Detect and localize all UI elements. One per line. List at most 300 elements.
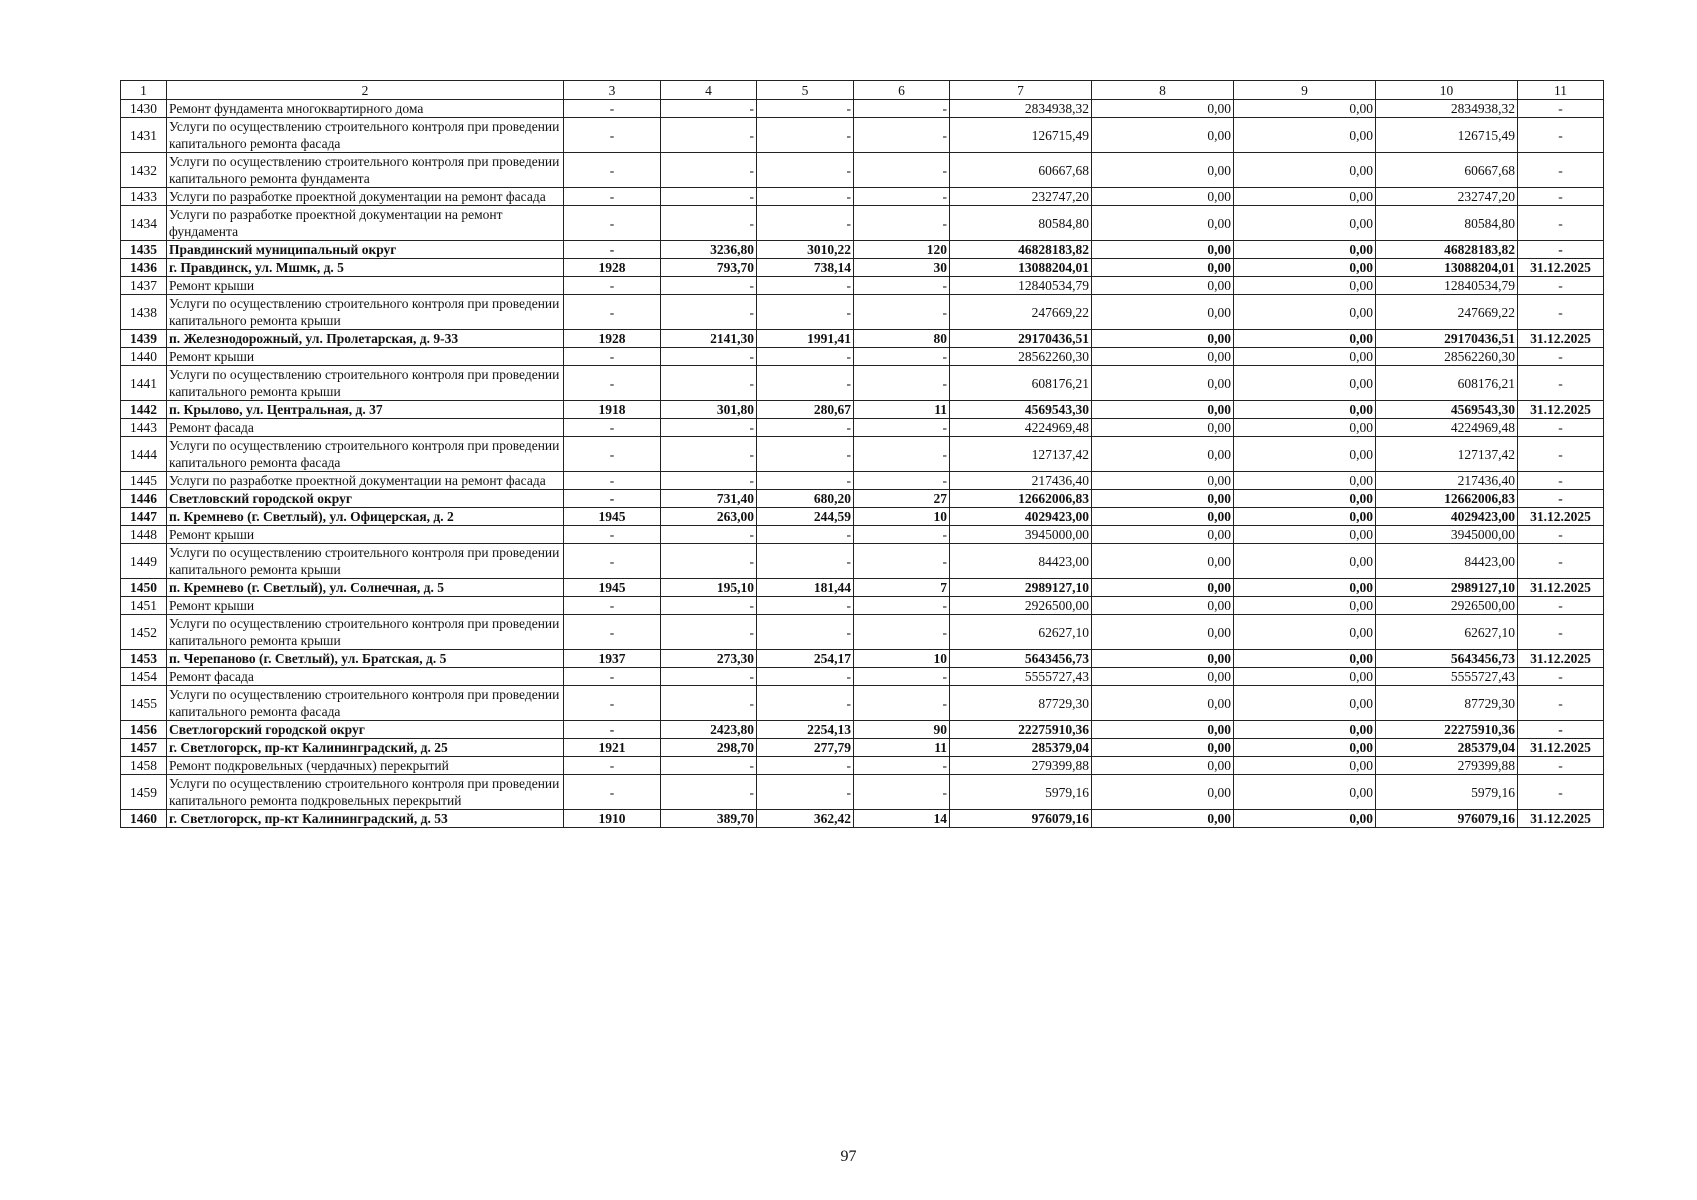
table-row <box>121 739 1604 757</box>
federal-funds-cell: 0,00 <box>1092 526 1234 544</box>
regional-funds-cell: 0,00 <box>1234 472 1376 490</box>
living-area-cell: - <box>757 419 854 437</box>
owner-funds-cell: 279399,88 <box>1376 757 1518 775</box>
residents-count-cell: - <box>854 472 950 490</box>
total-area-cell: - <box>661 668 757 686</box>
regional-funds-cell: 0,00 <box>1234 419 1376 437</box>
build-year-cell: - <box>564 472 661 490</box>
living-area-cell: - <box>757 348 854 366</box>
completion-date-cell: 31.12.2025 <box>1518 739 1604 757</box>
federal-funds-cell: 0,00 <box>1092 401 1234 419</box>
row-number-cell: 1452 <box>121 615 167 650</box>
build-year-cell: - <box>564 526 661 544</box>
work-name-cell: Ремонт фундамента многоквартирного дома <box>167 100 564 118</box>
row-number-cell: 1434 <box>121 206 167 241</box>
total-area-cell: 2423,80 <box>661 721 757 739</box>
register-table <box>120 80 1604 828</box>
living-area-cell: - <box>757 206 854 241</box>
living-area-cell: - <box>757 188 854 206</box>
work-name-cell: Услуги по осуществлению строительного контроля при проведении капитального ремонта фундамента <box>167 153 564 188</box>
regional-funds-cell: 0,00 <box>1234 775 1376 810</box>
row-number-cell: 1432 <box>121 153 167 188</box>
regional-funds-cell: 0,00 <box>1234 401 1376 419</box>
regional-funds-cell: 0,00 <box>1234 615 1376 650</box>
residents-count-cell: - <box>854 118 950 153</box>
federal-funds-cell: 0,00 <box>1092 544 1234 579</box>
residents-count-cell: - <box>854 544 950 579</box>
total-area-cell: 3236,80 <box>661 241 757 259</box>
federal-funds-cell: 0,00 <box>1092 206 1234 241</box>
regional-funds-cell: 0,00 <box>1234 241 1376 259</box>
column-header: 6 <box>854 81 950 100</box>
row-number-cell: 1460 <box>121 810 167 828</box>
total-area-cell: - <box>661 366 757 401</box>
total-cost-cell: 608176,21 <box>950 366 1092 401</box>
federal-funds-cell: 0,00 <box>1092 437 1234 472</box>
living-area-cell: - <box>757 277 854 295</box>
build-year-cell: - <box>564 721 661 739</box>
build-year-cell: 1928 <box>564 259 661 277</box>
work-name-cell: Услуги по осуществлению строительного контроля при проведении капитального ремонта фасада <box>167 118 564 153</box>
federal-funds-cell: 0,00 <box>1092 615 1234 650</box>
total-cost-cell: 279399,88 <box>950 757 1092 775</box>
completion-date-cell: 31.12.2025 <box>1518 810 1604 828</box>
residents-count-cell: - <box>854 348 950 366</box>
column-number-header-row <box>121 81 1604 100</box>
regional-funds-cell: 0,00 <box>1234 508 1376 526</box>
federal-funds-cell: 0,00 <box>1092 241 1234 259</box>
row-number-cell: 1455 <box>121 686 167 721</box>
living-area-cell: - <box>757 686 854 721</box>
federal-funds-cell: 0,00 <box>1092 757 1234 775</box>
work-name-cell: Правдинский муниципальный округ <box>167 241 564 259</box>
build-year-cell: - <box>564 366 661 401</box>
column-header: 4 <box>661 81 757 100</box>
total-area-cell: - <box>661 757 757 775</box>
table-row <box>121 508 1604 526</box>
residents-count-cell: - <box>854 419 950 437</box>
federal-funds-cell: 0,00 <box>1092 118 1234 153</box>
total-area-cell: - <box>661 686 757 721</box>
completion-date-cell: - <box>1518 295 1604 330</box>
work-name-cell: г. Светлогорск, пр-кт Калининградский, д. 53 <box>167 810 564 828</box>
table-row <box>121 544 1604 579</box>
federal-funds-cell: 0,00 <box>1092 650 1234 668</box>
row-number-cell: 1447 <box>121 508 167 526</box>
table-row <box>121 348 1604 366</box>
owner-funds-cell: 247669,22 <box>1376 295 1518 330</box>
work-name-cell: Ремонт крыши <box>167 526 564 544</box>
table-row <box>121 686 1604 721</box>
completion-date-cell: 31.12.2025 <box>1518 330 1604 348</box>
table-row <box>121 810 1604 828</box>
owner-funds-cell: 5643456,73 <box>1376 650 1518 668</box>
total-area-cell: 731,40 <box>661 490 757 508</box>
row-number-cell: 1454 <box>121 668 167 686</box>
total-cost-cell: 4029423,00 <box>950 508 1092 526</box>
completion-date-cell: - <box>1518 100 1604 118</box>
owner-funds-cell: 285379,04 <box>1376 739 1518 757</box>
work-name-cell: Услуги по осуществлению строительного контроля при проведении капитального ремонта фасада <box>167 437 564 472</box>
build-year-cell: - <box>564 597 661 615</box>
build-year-cell: - <box>564 775 661 810</box>
table-row <box>121 437 1604 472</box>
total-area-cell: 2141,30 <box>661 330 757 348</box>
completion-date-cell: - <box>1518 277 1604 295</box>
owner-funds-cell: 4224969,48 <box>1376 419 1518 437</box>
living-area-cell: - <box>757 100 854 118</box>
living-area-cell: 277,79 <box>757 739 854 757</box>
living-area-cell: 254,17 <box>757 650 854 668</box>
build-year-cell: - <box>564 118 661 153</box>
owner-funds-cell: 2989127,10 <box>1376 579 1518 597</box>
build-year-cell: 1910 <box>564 810 661 828</box>
living-area-cell: 244,59 <box>757 508 854 526</box>
table-row <box>121 259 1604 277</box>
completion-date-cell: - <box>1518 472 1604 490</box>
build-year-cell: 1937 <box>564 650 661 668</box>
column-header: 11 <box>1518 81 1604 100</box>
residents-count-cell: 27 <box>854 490 950 508</box>
residents-count-cell: - <box>854 188 950 206</box>
work-name-cell: Услуги по осуществлению строительного контроля при проведении капитального ремонта крыши <box>167 366 564 401</box>
federal-funds-cell: 0,00 <box>1092 472 1234 490</box>
living-area-cell: - <box>757 366 854 401</box>
residents-count-cell: - <box>854 757 950 775</box>
total-cost-cell: 46828183,82 <box>950 241 1092 259</box>
build-year-cell: - <box>564 241 661 259</box>
regional-funds-cell: 0,00 <box>1234 721 1376 739</box>
federal-funds-cell: 0,00 <box>1092 259 1234 277</box>
regional-funds-cell: 0,00 <box>1234 295 1376 330</box>
row-number-cell: 1444 <box>121 437 167 472</box>
row-number-cell: 1451 <box>121 597 167 615</box>
owner-funds-cell: 46828183,82 <box>1376 241 1518 259</box>
total-area-cell: - <box>661 437 757 472</box>
work-name-cell: Услуги по осуществлению строительного контроля при проведении капитального ремонта крыши <box>167 295 564 330</box>
owner-funds-cell: 84423,00 <box>1376 544 1518 579</box>
build-year-cell: - <box>564 295 661 330</box>
residents-count-cell: 10 <box>854 650 950 668</box>
build-year-cell: - <box>564 490 661 508</box>
completion-date-cell: - <box>1518 188 1604 206</box>
regional-funds-cell: 0,00 <box>1234 188 1376 206</box>
owner-funds-cell: 12840534,79 <box>1376 277 1518 295</box>
total-cost-cell: 87729,30 <box>950 686 1092 721</box>
build-year-cell: - <box>564 277 661 295</box>
total-cost-cell: 5643456,73 <box>950 650 1092 668</box>
build-year-cell: - <box>564 419 661 437</box>
column-header: 8 <box>1092 81 1234 100</box>
federal-funds-cell: 0,00 <box>1092 188 1234 206</box>
federal-funds-cell: 0,00 <box>1092 597 1234 615</box>
row-number-cell: 1457 <box>121 739 167 757</box>
living-area-cell: - <box>757 118 854 153</box>
work-name-cell: Услуги по разработке проектной документации на ремонт фасада <box>167 472 564 490</box>
total-area-cell: - <box>661 419 757 437</box>
residents-count-cell: - <box>854 668 950 686</box>
owner-funds-cell: 232747,20 <box>1376 188 1518 206</box>
total-cost-cell: 285379,04 <box>950 739 1092 757</box>
federal-funds-cell: 0,00 <box>1092 490 1234 508</box>
total-cost-cell: 80584,80 <box>950 206 1092 241</box>
owner-funds-cell: 87729,30 <box>1376 686 1518 721</box>
work-name-cell: Услуги по осуществлению строительного контроля при проведении капитального ремонта подкровельных перекрытий <box>167 775 564 810</box>
regional-funds-cell: 0,00 <box>1234 118 1376 153</box>
column-header: 9 <box>1234 81 1376 100</box>
row-number-cell: 1431 <box>121 118 167 153</box>
completion-date-cell: - <box>1518 615 1604 650</box>
total-cost-cell: 84423,00 <box>950 544 1092 579</box>
regional-funds-cell: 0,00 <box>1234 348 1376 366</box>
living-area-cell: - <box>757 295 854 330</box>
build-year-cell: - <box>564 615 661 650</box>
completion-date-cell: - <box>1518 348 1604 366</box>
table-row <box>121 277 1604 295</box>
row-number-cell: 1449 <box>121 544 167 579</box>
total-area-cell: - <box>661 100 757 118</box>
total-cost-cell: 4224969,48 <box>950 419 1092 437</box>
column-header: 5 <box>757 81 854 100</box>
table-row <box>121 668 1604 686</box>
row-number-cell: 1435 <box>121 241 167 259</box>
work-name-cell: Ремонт фасада <box>167 668 564 686</box>
total-area-cell: 389,70 <box>661 810 757 828</box>
work-name-cell: г. Светлогорск, пр-кт Калининградский, д. 25 <box>167 739 564 757</box>
owner-funds-cell: 4569543,30 <box>1376 401 1518 419</box>
total-cost-cell: 5979,16 <box>950 775 1092 810</box>
total-area-cell: - <box>661 153 757 188</box>
owner-funds-cell: 28562260,30 <box>1376 348 1518 366</box>
regional-funds-cell: 0,00 <box>1234 100 1376 118</box>
total-area-cell: - <box>661 118 757 153</box>
owner-funds-cell: 126715,49 <box>1376 118 1518 153</box>
row-number-cell: 1441 <box>121 366 167 401</box>
federal-funds-cell: 0,00 <box>1092 668 1234 686</box>
total-cost-cell: 2926500,00 <box>950 597 1092 615</box>
total-area-cell: - <box>661 188 757 206</box>
work-name-cell: Услуги по разработке проектной документации на ремонт фасада <box>167 188 564 206</box>
residents-count-cell: - <box>854 615 950 650</box>
residents-count-cell: - <box>854 295 950 330</box>
residents-count-cell: - <box>854 366 950 401</box>
regional-funds-cell: 0,00 <box>1234 668 1376 686</box>
build-year-cell: - <box>564 188 661 206</box>
total-area-cell: - <box>661 597 757 615</box>
row-number-cell: 1453 <box>121 650 167 668</box>
completion-date-cell: 31.12.2025 <box>1518 508 1604 526</box>
completion-date-cell: 31.12.2025 <box>1518 401 1604 419</box>
row-number-cell: 1440 <box>121 348 167 366</box>
work-name-cell: Услуги по осуществлению строительного контроля при проведении капитального ремонта фасада <box>167 686 564 721</box>
build-year-cell: - <box>564 437 661 472</box>
federal-funds-cell: 0,00 <box>1092 419 1234 437</box>
build-year-cell: 1921 <box>564 739 661 757</box>
regional-funds-cell: 0,00 <box>1234 490 1376 508</box>
regional-funds-cell: 0,00 <box>1234 153 1376 188</box>
owner-funds-cell: 608176,21 <box>1376 366 1518 401</box>
owner-funds-cell: 12662006,83 <box>1376 490 1518 508</box>
residents-count-cell: 90 <box>854 721 950 739</box>
row-number-cell: 1439 <box>121 330 167 348</box>
living-area-cell: 362,42 <box>757 810 854 828</box>
column-header: 10 <box>1376 81 1518 100</box>
row-number-cell: 1446 <box>121 490 167 508</box>
owner-funds-cell: 4029423,00 <box>1376 508 1518 526</box>
total-area-cell: 301,80 <box>661 401 757 419</box>
table-row <box>121 526 1604 544</box>
federal-funds-cell: 0,00 <box>1092 366 1234 401</box>
federal-funds-cell: 0,00 <box>1092 100 1234 118</box>
total-cost-cell: 12840534,79 <box>950 277 1092 295</box>
column-header: 7 <box>950 81 1092 100</box>
table-row <box>121 295 1604 330</box>
total-cost-cell: 60667,68 <box>950 153 1092 188</box>
total-cost-cell: 2834938,32 <box>950 100 1092 118</box>
work-name-cell: Ремонт крыши <box>167 277 564 295</box>
work-name-cell: Услуги по разработке проектной документации на ремонт фундамента <box>167 206 564 241</box>
row-number-cell: 1448 <box>121 526 167 544</box>
residents-count-cell: - <box>854 153 950 188</box>
federal-funds-cell: 0,00 <box>1092 686 1234 721</box>
completion-date-cell: 31.12.2025 <box>1518 579 1604 597</box>
living-area-cell: - <box>757 615 854 650</box>
row-number-cell: 1430 <box>121 100 167 118</box>
completion-date-cell: - <box>1518 366 1604 401</box>
residents-count-cell: - <box>854 597 950 615</box>
residents-count-cell: 14 <box>854 810 950 828</box>
living-area-cell: - <box>757 757 854 775</box>
federal-funds-cell: 0,00 <box>1092 348 1234 366</box>
build-year-cell: - <box>564 757 661 775</box>
build-year-cell: 1945 <box>564 579 661 597</box>
row-number-cell: 1442 <box>121 401 167 419</box>
regional-funds-cell: 0,00 <box>1234 206 1376 241</box>
row-number-cell: 1445 <box>121 472 167 490</box>
residents-count-cell: 30 <box>854 259 950 277</box>
work-name-cell: Услуги по осуществлению строительного контроля при проведении капитального ремонта крыши <box>167 544 564 579</box>
residents-count-cell: - <box>854 206 950 241</box>
federal-funds-cell: 0,00 <box>1092 739 1234 757</box>
row-number-cell: 1456 <box>121 721 167 739</box>
table-row <box>121 330 1604 348</box>
row-number-cell: 1443 <box>121 419 167 437</box>
row-number-cell: 1458 <box>121 757 167 775</box>
regional-funds-cell: 0,00 <box>1234 277 1376 295</box>
total-cost-cell: 3945000,00 <box>950 526 1092 544</box>
build-year-cell: 1918 <box>564 401 661 419</box>
living-area-cell: - <box>757 544 854 579</box>
total-area-cell: 195,10 <box>661 579 757 597</box>
total-area-cell: - <box>661 775 757 810</box>
regional-funds-cell: 0,00 <box>1234 597 1376 615</box>
completion-date-cell: - <box>1518 526 1604 544</box>
total-cost-cell: 13088204,01 <box>950 259 1092 277</box>
work-name-cell: г. Правдинск, ул. Мшмк, д. 5 <box>167 259 564 277</box>
completion-date-cell: - <box>1518 544 1604 579</box>
table-row <box>121 401 1604 419</box>
build-year-cell: 1928 <box>564 330 661 348</box>
table-row <box>121 757 1604 775</box>
build-year-cell: - <box>564 348 661 366</box>
living-area-cell: - <box>757 472 854 490</box>
completion-date-cell: - <box>1518 118 1604 153</box>
owner-funds-cell: 2926500,00 <box>1376 597 1518 615</box>
table-row <box>121 615 1604 650</box>
total-area-cell: - <box>661 472 757 490</box>
work-name-cell: п. Черепаново (г. Светлый), ул. Братская, д. 5 <box>167 650 564 668</box>
completion-date-cell: - <box>1518 757 1604 775</box>
federal-funds-cell: 0,00 <box>1092 579 1234 597</box>
table-row <box>121 206 1604 241</box>
regional-funds-cell: 0,00 <box>1234 437 1376 472</box>
federal-funds-cell: 0,00 <box>1092 508 1234 526</box>
owner-funds-cell: 3945000,00 <box>1376 526 1518 544</box>
table-row <box>121 100 1604 118</box>
living-area-cell: - <box>757 526 854 544</box>
build-year-cell: - <box>564 544 661 579</box>
total-area-cell: 298,70 <box>661 739 757 757</box>
completion-date-cell: - <box>1518 437 1604 472</box>
total-cost-cell: 126715,49 <box>950 118 1092 153</box>
total-area-cell: - <box>661 206 757 241</box>
column-header: 3 <box>564 81 661 100</box>
completion-date-cell: - <box>1518 206 1604 241</box>
regional-funds-cell: 0,00 <box>1234 544 1376 579</box>
work-name-cell: Ремонт крыши <box>167 597 564 615</box>
total-cost-cell: 232747,20 <box>950 188 1092 206</box>
regional-funds-cell: 0,00 <box>1234 579 1376 597</box>
completion-date-cell: - <box>1518 721 1604 739</box>
work-name-cell: п. Кремнево (г. Светлый), ул. Офицерская, д. 2 <box>167 508 564 526</box>
total-area-cell: - <box>661 348 757 366</box>
owner-funds-cell: 62627,10 <box>1376 615 1518 650</box>
regional-funds-cell: 0,00 <box>1234 330 1376 348</box>
row-number-cell: 1450 <box>121 579 167 597</box>
row-number-cell: 1438 <box>121 295 167 330</box>
owner-funds-cell: 5979,16 <box>1376 775 1518 810</box>
total-cost-cell: 247669,22 <box>950 295 1092 330</box>
owner-funds-cell: 217436,40 <box>1376 472 1518 490</box>
residents-count-cell: 10 <box>854 508 950 526</box>
page-number: 97 <box>840 1148 857 1165</box>
table-row <box>121 118 1604 153</box>
table-row <box>121 153 1604 188</box>
residents-count-cell: 11 <box>854 739 950 757</box>
total-area-cell: 793,70 <box>661 259 757 277</box>
owner-funds-cell: 22275910,36 <box>1376 721 1518 739</box>
total-cost-cell: 2989127,10 <box>950 579 1092 597</box>
total-area-cell: - <box>661 295 757 330</box>
total-cost-cell: 28562260,30 <box>950 348 1092 366</box>
work-name-cell: Ремонт крыши <box>167 348 564 366</box>
work-name-cell: Ремонт подкровельных (чердачных) перекрытий <box>167 757 564 775</box>
completion-date-cell: - <box>1518 153 1604 188</box>
living-area-cell: 680,20 <box>757 490 854 508</box>
owner-funds-cell: 29170436,51 <box>1376 330 1518 348</box>
residents-count-cell: - <box>854 277 950 295</box>
build-year-cell: 1945 <box>564 508 661 526</box>
federal-funds-cell: 0,00 <box>1092 721 1234 739</box>
regional-funds-cell: 0,00 <box>1234 366 1376 401</box>
column-header: 1 <box>121 81 167 100</box>
owner-funds-cell: 2834938,32 <box>1376 100 1518 118</box>
owner-funds-cell: 80584,80 <box>1376 206 1518 241</box>
total-cost-cell: 12662006,83 <box>950 490 1092 508</box>
total-cost-cell: 62627,10 <box>950 615 1092 650</box>
work-name-cell: Светловский городской округ <box>167 490 564 508</box>
completion-date-cell: - <box>1518 775 1604 810</box>
